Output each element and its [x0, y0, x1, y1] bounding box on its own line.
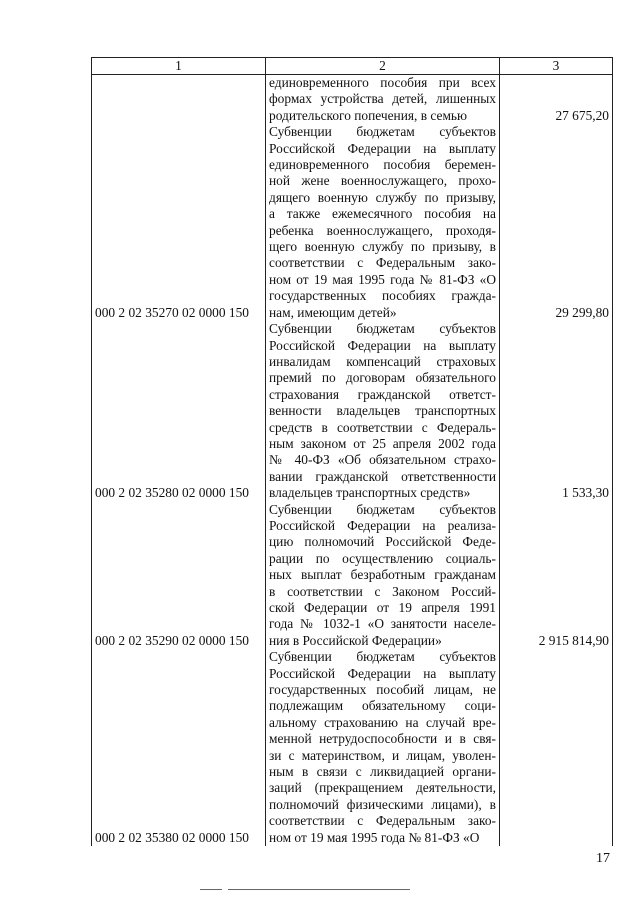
row-amount: 27 675,20 — [500, 75, 613, 125]
column-header-3: 3 — [500, 58, 613, 75]
description-line: единовременного пособия беремен- — [269, 157, 496, 173]
description-line: ном от 19 мая 1995 года № 81-ФЗ «О — [269, 271, 496, 287]
row-description — [266, 502, 500, 650]
description-line: единовременного пособия при всех — [269, 75, 496, 90]
description-line: цию полномочий Российской Феде- — [269, 534, 496, 550]
description-line: ской Федерации от 19 апреля 1991 — [269, 600, 496, 615]
description-line: Субвенции бюджетам субъектов — [269, 124, 496, 140]
row-description — [266, 75, 500, 125]
description-line: ных выплат безработным гражданам — [269, 567, 496, 583]
description-line: щего военную службу по призыву, в — [269, 239, 496, 255]
description-line: года № 1032-1 «О занятости населе- — [269, 616, 496, 632]
description-line: нам, имеющим детей» — [269, 304, 397, 320]
header-row — [92, 58, 613, 75]
footer-rule-left — [200, 889, 222, 890]
row-amount: 1 533,30 — [500, 321, 613, 501]
column-header-1: 1 — [92, 58, 266, 75]
description-line: родительского попечения, в семью — [269, 107, 468, 123]
description-line: венности владельцев транспортных — [269, 403, 496, 419]
description-line: Субвенции бюджетам субъектов — [269, 321, 496, 337]
row-code: 000 2 02 35380 02 0000 150 — [92, 649, 266, 846]
description-line: Российской Федерации на выплату — [269, 140, 496, 156]
description-line: ребенка военнослужащего, проходя- — [269, 222, 496, 238]
description-line: менной нетрудоспособности и в свя- — [269, 731, 496, 747]
description-line: страхования гражданской ответст- — [269, 386, 496, 402]
description-line: ной жене военнослужащего, прохо- — [269, 173, 496, 189]
description-line: ном от 19 мая 1995 года № 81-ФЗ «О — [269, 829, 480, 845]
row-description — [266, 649, 500, 846]
description-line: Российской Федерации на выплату — [269, 337, 496, 353]
row-code: 000 2 02 35270 02 0000 150 — [92, 124, 266, 321]
row-amount: 2 915 814,90 — [500, 502, 613, 650]
footer-rule-right — [228, 889, 410, 890]
description-line: государственных пособий лицам, не — [269, 682, 496, 698]
description-line: зи с материнством, и лицам, уволен- — [269, 747, 496, 763]
row-description — [266, 321, 500, 501]
table-row — [92, 124, 613, 321]
table-row — [92, 75, 613, 125]
row-code — [92, 75, 266, 125]
row-code: 000 2 02 35290 02 0000 150 — [92, 502, 266, 650]
description-line: Российской Федерации на реализа- — [269, 517, 496, 533]
description-line: средств в соответствии с Федераль- — [269, 419, 496, 435]
description-line: подлежащим обязательному соци- — [269, 698, 496, 714]
row-code: 000 2 02 35280 02 0000 150 — [92, 321, 266, 501]
table-row — [92, 502, 613, 650]
row-amount: 29 299,80 — [500, 124, 613, 321]
description-line: № 40-ФЗ «Об обязательном страхо- — [269, 452, 496, 468]
description-line: формах устройства детей, лишенных — [269, 91, 496, 107]
description-line: Субвенции бюджетам субъектов — [269, 501, 496, 517]
description-line: соответствии с Федеральным зако- — [269, 255, 496, 271]
description-line: альному страхованию на случай вре- — [269, 714, 496, 730]
description-line: в соответствии с Законом Россий- — [269, 583, 496, 599]
description-line: ния в Российской Федерации» — [269, 632, 442, 648]
description-line: Субвенции бюджетам субъектов — [269, 649, 496, 665]
budget-table — [91, 57, 613, 846]
page-number: 17 — [596, 851, 610, 866]
table-row — [92, 321, 613, 501]
column-header-2: 2 — [266, 58, 500, 75]
description-line: соответствии с Федеральным зако- — [269, 813, 496, 829]
description-line: премий по договорам обязательного — [269, 370, 496, 386]
description-line: рации по осуществлению социаль- — [269, 550, 496, 566]
description-line: владельцев транспортных средств» — [269, 485, 471, 501]
description-line: государственных пособиях гражда- — [269, 288, 496, 304]
table-row — [92, 649, 613, 846]
table-body — [92, 75, 613, 847]
row-description — [266, 124, 500, 321]
row-amount — [500, 649, 613, 846]
description-line: ным в связи с ликвидацией органи- — [269, 764, 496, 780]
description-line: вании гражданской ответственности — [269, 468, 496, 484]
description-line: инвалидам компенсаций страховых — [269, 353, 496, 369]
description-line: заций (прекращением деятельности, — [269, 780, 496, 796]
description-line: Российской Федерации на выплату — [269, 665, 496, 681]
description-line: ным законом от 25 апреля 2002 года — [269, 435, 496, 451]
description-line: полномочий физическими лицами), в — [269, 796, 496, 812]
description-line: а также ежемесячного пособия на — [269, 206, 496, 222]
description-line: дящего военную службу по призыву, — [269, 189, 496, 205]
